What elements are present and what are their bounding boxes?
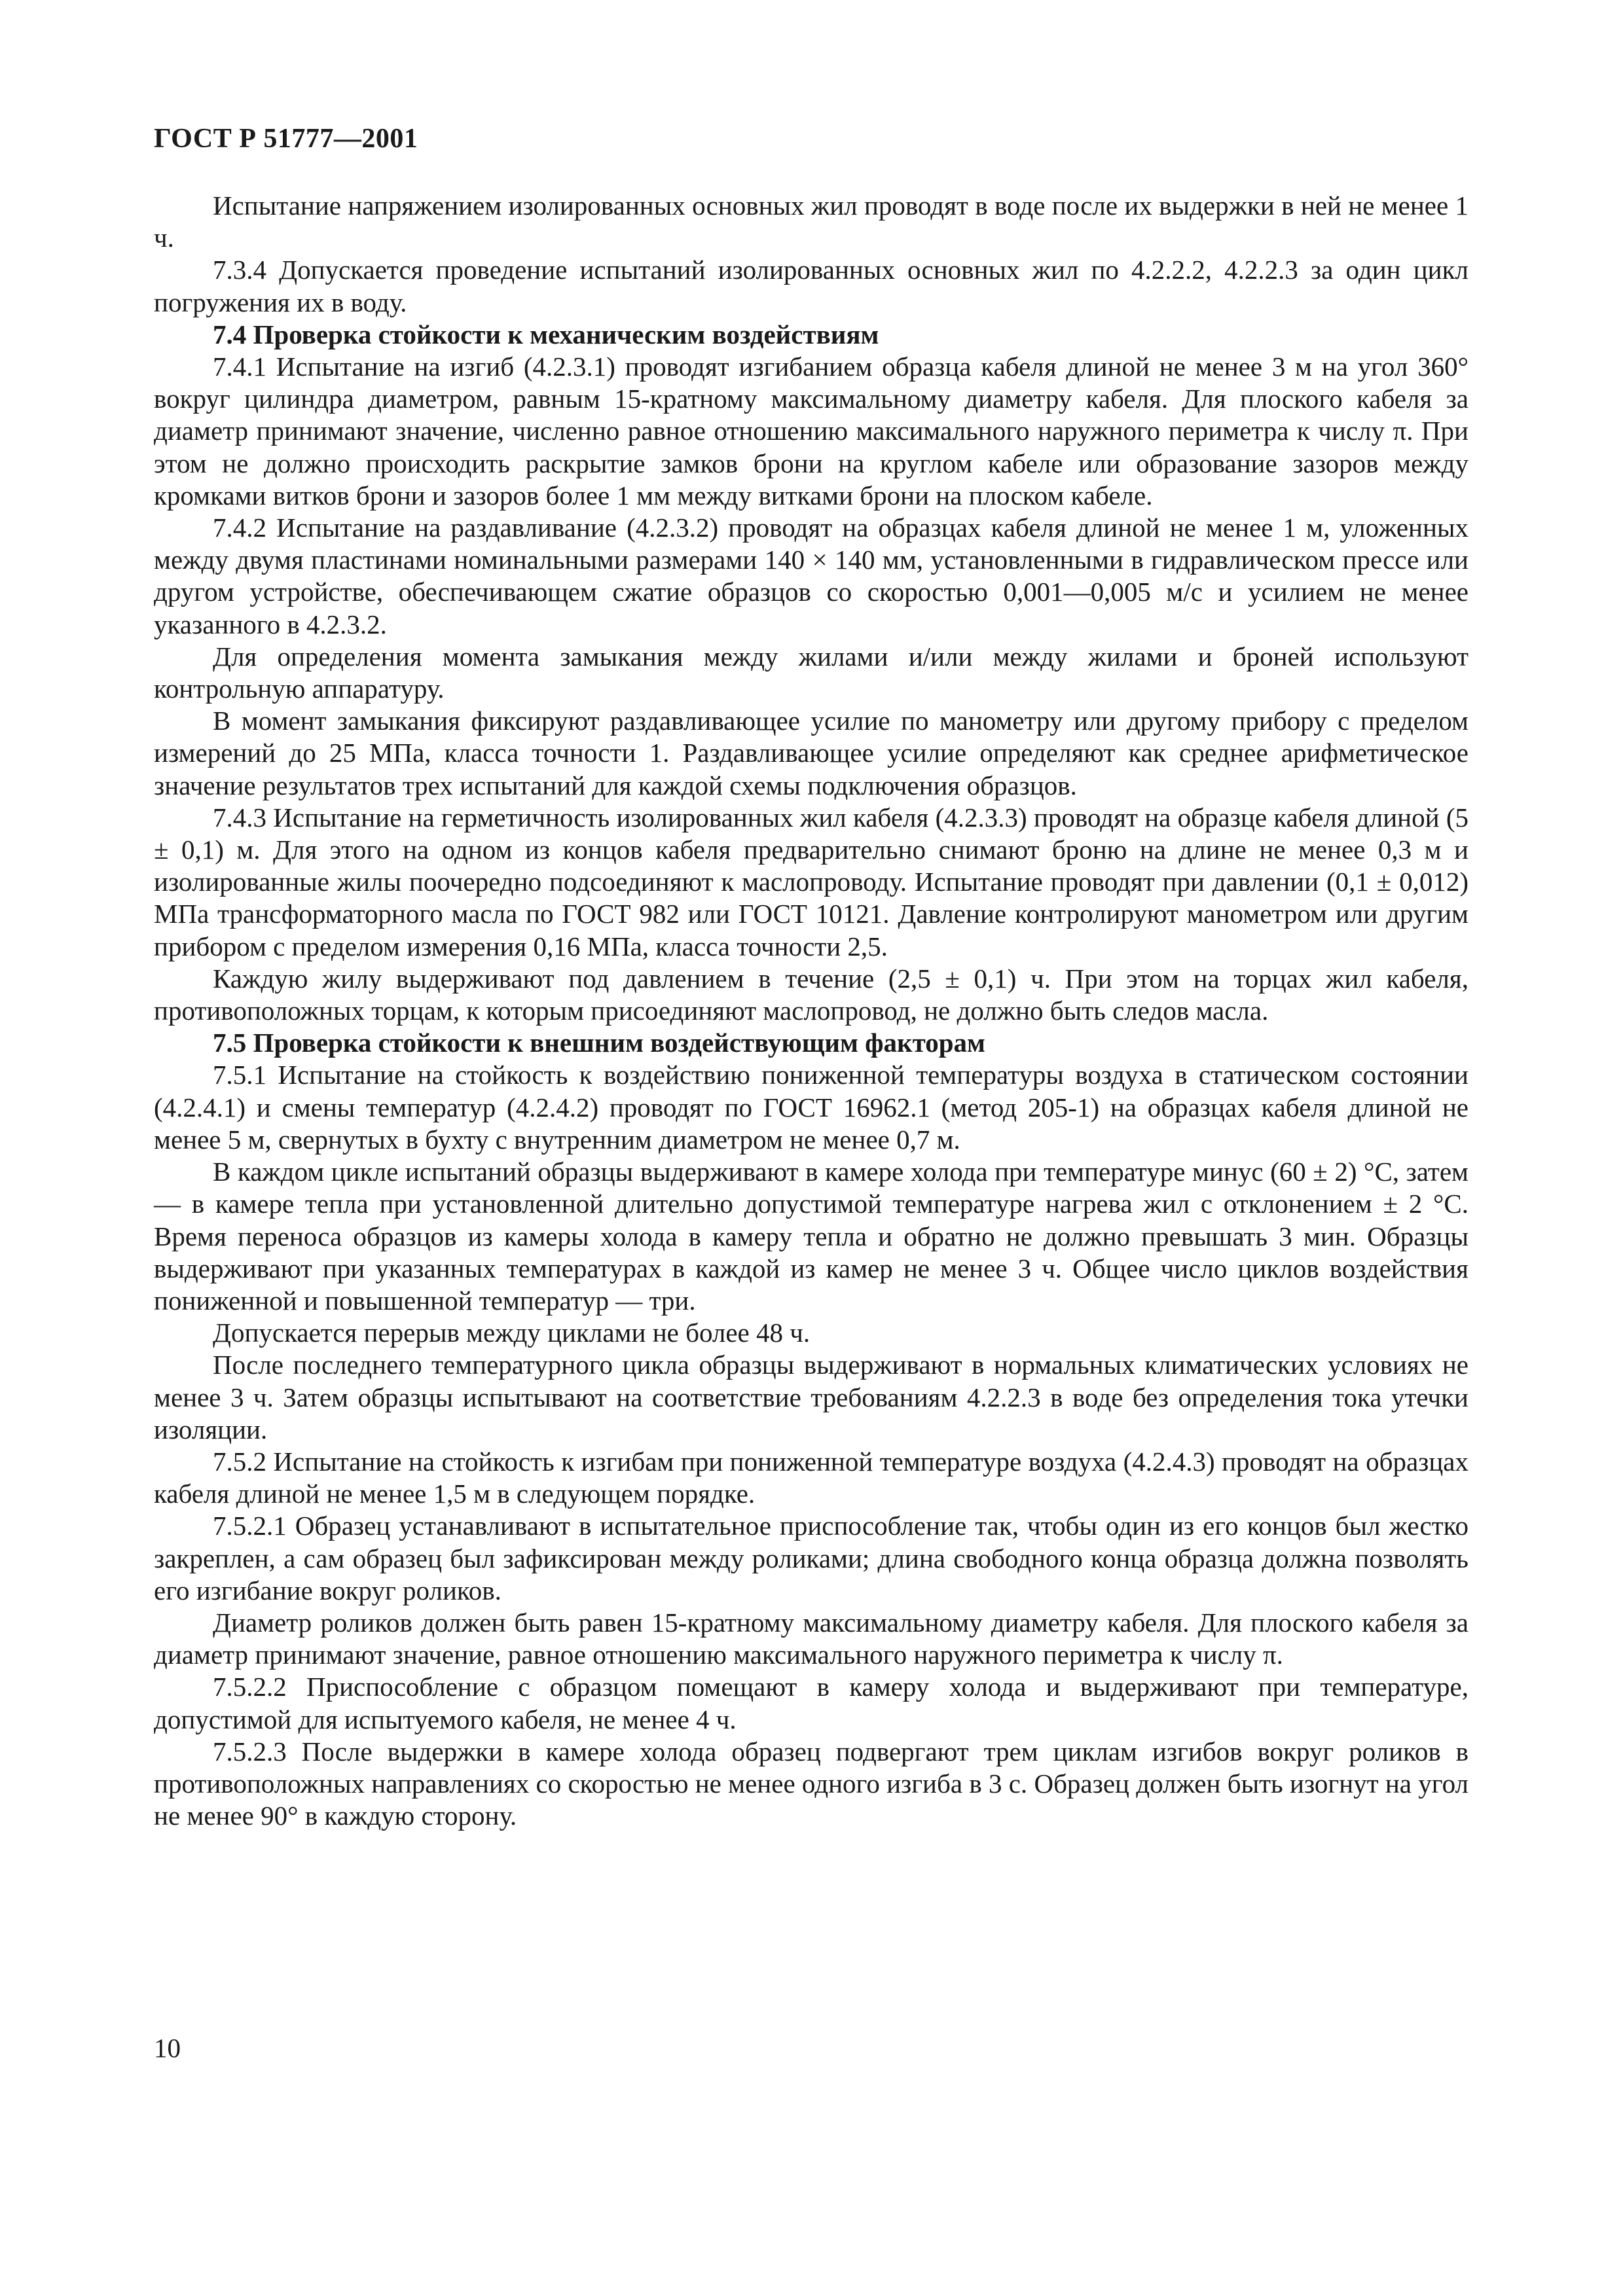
paragraph: Каждую жилу выдерживают под давлением в течение (2,5 ± 0,1) ч. При этом на торцах жил кабеля, противоположных торцам, к которым присоединяют маслопровод, не должно быть следов масла. xyxy=(154,963,1468,1026)
paragraph: 7.4.3 Испытание на герметичность изолированных жил кабеля (4.2.3.3) проводят на образце кабеля длиной (5 ± 0,1) м. Для этого на одном из концов кабеля предварительно снимают броню на длине не менее 0,3 м и изолированные жилы поочередно подсоединяют к маслопроводу. Испытание проводят при давлении (0,1 ± 0,012) МПа трансформаторного масла по ГОСТ 982 или ГОСТ 10121. Давление контролируют манометром или другим прибором с пределом измерения 0,16 МПа, класса точности 2,5. xyxy=(154,802,1468,961)
paragraph: 7.5.2.3 После выдержки в камере холода образец подвергают трем циклам изгибов вокруг роликов в противоположных направлениях со скоростью не менее одного изгиба в 3 с. Образец должен быть изогнут на угол не менее 90° в каждую сторону. xyxy=(154,1736,1468,1831)
paragraph: Диаметр роликов должен быть равен 15-кратному максимальному диаметру кабеля. Для плоского кабеля за диаметр принимают значение, равное отношению максимального наружного периметра к числу π. xyxy=(154,1607,1468,1670)
paragraph: 7.5.2.2 Приспособление с образцом помещают в камеру холода и выдерживают при температуре, допустимой для испытуемого кабеля, не менее 4 ч. xyxy=(154,1672,1468,1734)
document-body xyxy=(154,190,1468,1832)
paragraph: 7.5.1 Испытание на стойкость к воздействию пониженной температуры воздуха в статическом состоянии (4.2.4.1) и смены температур (4.2.4.2) проводят по ГОСТ 16962.1 (метод 205-1) на образцах кабеля длиной не менее 5 м, свернутых в бухту с внутренним диаметром не менее 0,7 м. xyxy=(154,1060,1468,1155)
paragraph: 7.5.2 Испытание на стойкость к изгибам при пониженной температуре воздуха (4.2.4.3) проводят на образцах кабеля длиной не менее 1,5 м в следующем порядке. xyxy=(154,1446,1468,1509)
paragraph: После последнего температурного цикла образцы выдерживают в нормальных климатических условиях не менее 3 ч. Затем образцы испытывают на соответствие требованиям 4.2.2.3 в воде без определения тока утечки изоляции. xyxy=(154,1350,1468,1444)
paragraph: Испытание напряжением изолированных основных жил проводят в воде после их выдержки в ней не менее 1 ч. xyxy=(154,190,1468,253)
paragraph: 7.3.4 Допускается проведение испытаний изолированных основных жил по 4.2.2.2, 4.2.2.3 за один цикл погружения их в воду. xyxy=(154,255,1468,317)
section-heading: 7.5 Проверка стойкости к внешним воздействующим факторам xyxy=(213,1028,985,1058)
paragraph: 7.4.2 Испытание на раздавливание (4.2.3.2) проводят на образцах кабеля длиной не менее 1 м, уложенных между двумя пластинами номинальными размерами 140 × 140 мм, установленными в гидравлическом прессе или другом устройстве, обеспечивающем сжатие образцов со скоростью 0,001—0,005 м/с и усилием не менее указанного в 4.2.3.2. xyxy=(154,512,1468,639)
paragraph: В момент замыкания фиксируют раздавливающее усилие по манометру или другому прибору с пределом измерений до 25 МПа, класса точности 1. Раздавливающее усилие определяют как среднее арифметическое значение результатов трех испытаний для каждой схемы подключения образцов. xyxy=(154,706,1468,800)
paragraph: Для определения момента замыкания между жилами и/или между жилами и броней используют контрольную аппаратуру. xyxy=(154,641,1468,704)
section-heading: 7.4 Проверка стойкости к механическим воздействиям xyxy=(213,319,879,350)
document-header: ГОСТ Р 51777—2001 xyxy=(154,124,418,154)
page-number: 10 xyxy=(154,2033,181,2063)
paragraph: 7.4.1 Испытание на изгиб (4.2.3.1) проводят изгибанием образца кабеля длиной не менее 3 м на угол 360° вокруг цилиндра диаметром, равным 15-кратному максимальному диаметру кабеля. Для плоского кабеля за диаметр принимают значение, численно равное отношению максимального наружного периметра к числу π. При этом не должно происходить раскрытие замков брони на круглом кабеле или образование зазоров между кромками витков брони и зазоров более 1 мм между витками брони на плоском кабеле. xyxy=(154,351,1468,511)
paragraph: 7.5.2.1 Образец устанавливают в испытательное приспособление так, чтобы один из его концов был жестко закреплен, а сам образец был зафиксирован между роликами; длина свободного конца образца должна позволять его изгибание вокруг роликов. xyxy=(154,1511,1468,1605)
paragraph: В каждом цикле испытаний образцы выдерживают в камере холода при температуре минус (60 ± 2) °С, затем — в камере тепла при установленной длительно допустимой температуре нагрева жил с отклонением ± 2 °С. Время переноса образцов из камеры холода в камеру тепла и обратно не должно превышать 3 мин. Образцы выдерживают при указанных температурах в каждой из камер не менее 3 ч. Общее число циклов воздействия пониженной и повышенной температур — три. xyxy=(154,1157,1468,1316)
paragraph: Допускается перерыв между циклами не более 48 ч. xyxy=(213,1318,811,1348)
